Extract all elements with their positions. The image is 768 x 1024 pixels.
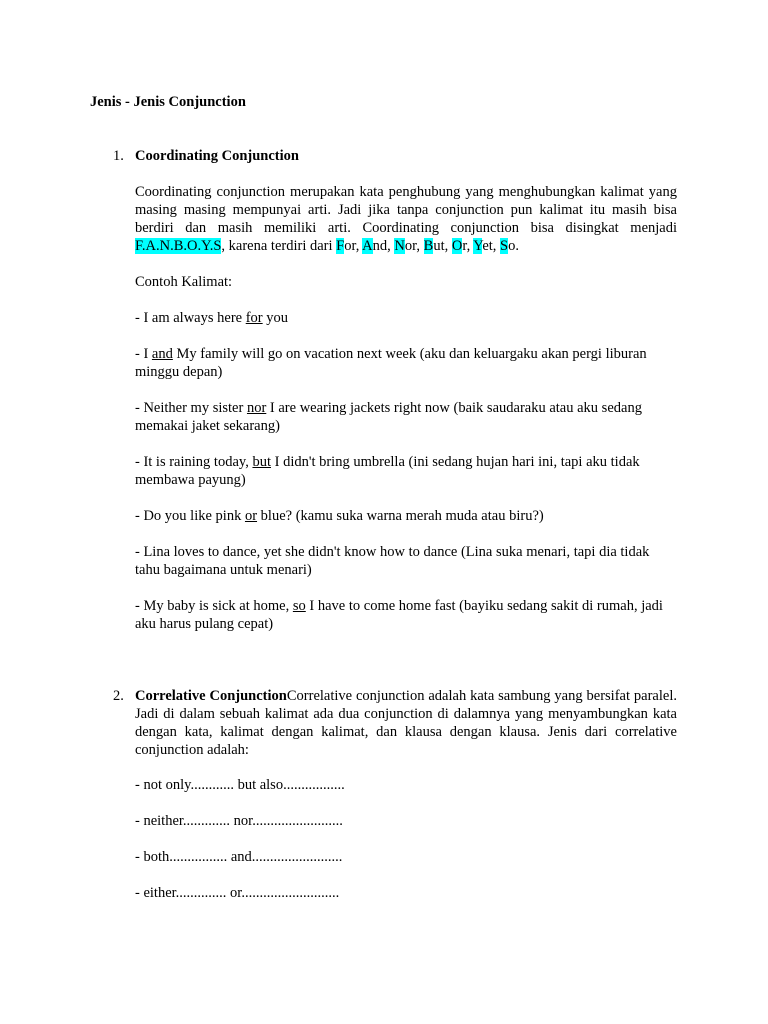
correlative-pair: - both................ and......................... [135, 849, 343, 865]
fanboys-word-rest: or, [404, 238, 424, 254]
example-text: - I [135, 346, 152, 362]
correlative-pair: - neither............. nor......................... [135, 813, 343, 829]
example-text: - I am always here [135, 310, 246, 326]
fanboys-acronym: F.A.N.B.O.Y.S [135, 238, 222, 254]
section-1-intro-text: Coordinating conjunction merupakan kata penghubung yang menghubungkan kalimat yang masing masing mempunyai arti. Jadi jika tanpa conjunction pun kalimat itu masih bisa berdiri dan masih memiliki arti. Coordinating conjunction bisa disingkat menjadi [135, 184, 677, 236]
conjunction-word: nor [246, 400, 267, 416]
fanboys-letter: B [423, 238, 434, 254]
section-1-heading: Coordinating Conjunction [135, 148, 299, 164]
fanboys-word-rest: et, [482, 238, 501, 254]
correlative-pair: - not only............ but also................. [135, 777, 345, 793]
section-2-number: 2. [113, 688, 124, 704]
example-sentence [135, 345, 677, 381]
example-text: - Neither my sister [135, 400, 247, 416]
correlative-pair: - either.............. or........................... [135, 885, 340, 901]
fanboys-word-rest: or, [344, 238, 363, 254]
conjunction-word: for [245, 310, 263, 326]
example-text: - My baby is sick at home, [135, 598, 293, 614]
example-sentence [135, 453, 677, 489]
conjunction-word: or [244, 508, 258, 524]
example-text: My family will go on vacation next week (aku dan keluargaku akan pergi liburan minggu depan) [135, 346, 647, 380]
fanboys-suffix: , karena terdiri dari [221, 238, 337, 254]
example-text: - It is raining today, [135, 454, 253, 470]
fanboys-list [336, 238, 519, 254]
fanboys-word-rest: nd, [372, 238, 395, 254]
fanboys-letter: F [336, 238, 345, 254]
conjunction-word: but [252, 454, 271, 470]
example-sentence [135, 507, 677, 525]
section-1-number: 1. [113, 148, 124, 164]
conjunction-word: so [292, 598, 306, 614]
example-sentence [135, 543, 677, 579]
section-2-heading: Correlative Conjunction [135, 688, 287, 704]
example-text: I have to come home fast (bayiku sedang sakit di rumah, jadi aku harus pulang cepat) [135, 598, 663, 632]
example-text: I didn't bring umbrella (ini sedang hujan hari ini, tapi aku tidak membawa payung) [135, 454, 640, 488]
example-sentence [135, 399, 677, 435]
example-sentence [135, 309, 677, 327]
example-text: - Do you like pink [135, 508, 245, 524]
section-2-intro: Correlative conjunction adalah kata sambung yang bersifat paralel. Jadi di dalam sebuah kalimat ada dua conjunction di dalamnya yang menyambungkan kata dengan kata, kalimat dengan kalimat, dan klausa dengan klausa. Jenis dari correlative conjunction adalah: [135, 688, 677, 758]
section-2-paragraph [135, 687, 677, 759]
example-text: I are wearing jackets right now (baik saudaraku atau aku sedang memakai jaket sekarang) [135, 400, 642, 434]
fanboys-word-rest: ut, [433, 238, 452, 254]
examples-label: Contoh Kalimat: [135, 274, 233, 290]
fanboys-word-rest: r, [462, 238, 474, 254]
example-text: - Lina loves to dance, yet she didn't know how to dance (Lina suka menari, tapi dia tidak tahu bagaimana untuk menari) [135, 544, 650, 578]
fanboys-letter: S [500, 238, 509, 254]
fanboys-word-rest: o. [508, 238, 519, 254]
fanboys-letter: A [362, 238, 373, 254]
example-text: blue? (kamu suka warna merah muda atau biru?) [257, 508, 544, 524]
fanboys-letter: N [394, 238, 405, 254]
page-title: Jenis - Jenis Conjunction [90, 94, 246, 110]
fanboys-letter: Y [473, 238, 483, 254]
example-sentence [135, 597, 677, 633]
conjunction-word: and [151, 346, 173, 362]
section-1-intro [135, 183, 677, 255]
fanboys-letter: O [451, 238, 463, 254]
example-text: you [262, 310, 289, 326]
